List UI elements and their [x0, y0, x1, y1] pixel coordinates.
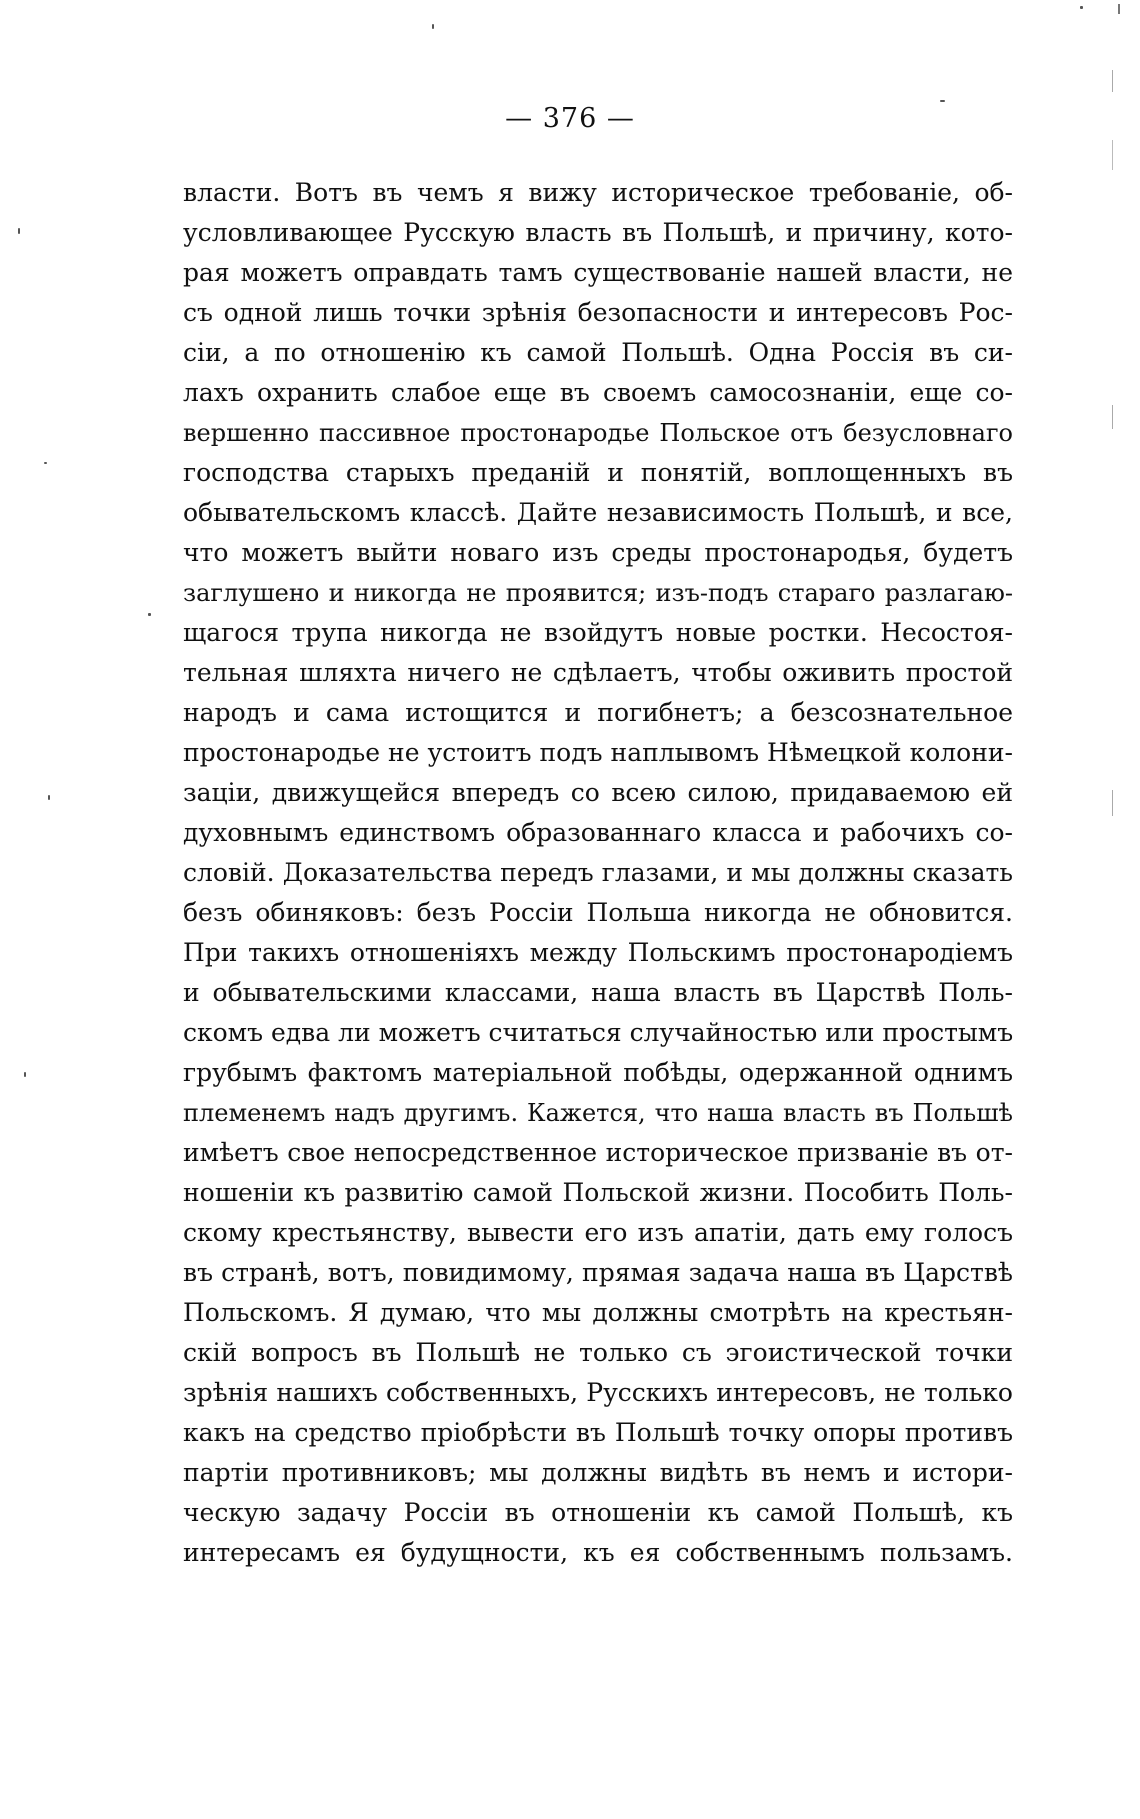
text-line: въ странѣ, вотъ, повидимому, прямая задача наша въ Царствѣ: [183, 1258, 1013, 1287]
text-line: духовнымъ единствомъ образованнаго класса и рабочихъ со-: [183, 818, 1013, 847]
scan-speck: [1080, 6, 1083, 9]
text-line: При такихъ отношеніяхъ между Польскимъ простонародіемъ: [183, 938, 1013, 967]
text-line: условливающее Русскую власть въ Польшѣ, и причину, кото-: [183, 218, 1013, 247]
text-line: скомъ едва ли можетъ считаться случайностью или простымъ: [183, 1018, 1013, 1047]
text-line: лахъ охранить слабое еще въ своемъ самосознаніи, еще со-: [183, 378, 1013, 407]
text-line: ношеніи къ развитію самой Польской жизни. Пособить Поль-: [183, 1178, 1013, 1207]
text-line: скій вопросъ въ Польшѣ не только съ эгоистической точки: [183, 1338, 1013, 1367]
text-line: что можетъ выйти новаго изъ среды простонародья, будетъ: [183, 538, 1013, 567]
scan-speck: [48, 795, 50, 800]
text-line: щагося трупа никогда не взойдутъ новые ростки. Несостоя-: [183, 618, 1013, 647]
scan-edge-mark: [1118, 4, 1120, 14]
page-number: — 376 —: [505, 103, 635, 134]
text-line: безъ обиняковъ: безъ Россіи Польша никогда не обновится.: [183, 898, 1013, 927]
scan-edge-mark: [1112, 70, 1113, 92]
text-line: грубымъ фактомъ матеріальной побѣды, одержанной однимъ: [183, 1058, 1013, 1087]
text-line: какъ на средство пріобрѣсти въ Польшѣ точку опоры противъ: [183, 1418, 1013, 1447]
text-line: сіи, а по отношенію къ самой Польшѣ. Одна Россія въ си-: [183, 338, 1013, 367]
text-line: вершенно пассивное простонародье Польское отъ безусловнаго: [183, 419, 1013, 447]
text-line: заціи, движущейся впередъ со всею силою, придаваемою ей: [183, 778, 1013, 807]
text-line: обывательскомъ классѣ. Дайте независимость Польшѣ, и все,: [183, 498, 1013, 527]
text-line: партіи противниковъ; мы должны видѣть въ немъ и истори-: [183, 1458, 1013, 1487]
text-line: ческую задачу Россіи въ отношеніи къ самой Польшѣ, къ: [183, 1498, 1013, 1527]
text-line: рая можетъ оправдать тамъ существованіе нашей власти, не: [183, 258, 1013, 287]
text-line: съ одной лишь точки зрѣнія безопасности и интересовъ Рос-: [183, 298, 1013, 327]
scan-edge-mark: [1112, 140, 1113, 170]
text-line: племенемъ надъ другимъ. Кажется, что наша власть въ Польшѣ: [183, 1099, 1013, 1127]
scan-edge-mark: [1112, 790, 1113, 816]
text-line: тельная шляхта ничего не сдѣлаетъ, чтобы оживить простой: [183, 658, 1013, 687]
text-line: господства старыхъ преданій и понятій, воплощенныхъ въ: [183, 458, 1013, 487]
text-line: зрѣнія нашихъ собственныхъ, Русскихъ интересовъ, не только: [183, 1378, 1013, 1407]
text-line: простонародье не устоитъ подъ наплывомъ Нѣмецкой колони-: [183, 738, 1013, 767]
body-text: [183, 173, 1013, 1573]
scan-speck: [432, 24, 434, 29]
text-line: народъ и сама истощится и погибнетъ; а безсознательное: [183, 698, 1013, 727]
text-line: Польскомъ. Я думаю, что мы должны смотрѣть на крестьян-: [183, 1298, 1013, 1327]
scan-speck: [18, 228, 20, 234]
scan-edge-mark: [1112, 405, 1113, 429]
text-line: заглушено и никогда не проявится; изъ-подъ стараго разлагаю-: [183, 579, 1013, 607]
scan-speck: [940, 100, 945, 102]
scan-speck: [44, 462, 47, 464]
text-line: имѣетъ свое непосредственное историческое призваніе въ от-: [183, 1138, 1013, 1167]
scan-speck: [148, 613, 151, 616]
text-line: и обывательскими классами, наша власть въ Царствѣ Поль-: [183, 978, 1013, 1007]
scan-speck: [24, 1072, 26, 1077]
text-line: интересамъ ея будущности, къ ея собственнымъ пользамъ.: [183, 1538, 1013, 1567]
text-line: власти. Вотъ въ чемъ я вижу историческое требованіе, об-: [183, 178, 1013, 207]
text-line: скому крестьянству, вывести его изъ апатіи, дать ему голосъ: [183, 1218, 1013, 1247]
text-line: словій. Доказательства передъ глазами, и мы должны сказать: [183, 858, 1013, 887]
